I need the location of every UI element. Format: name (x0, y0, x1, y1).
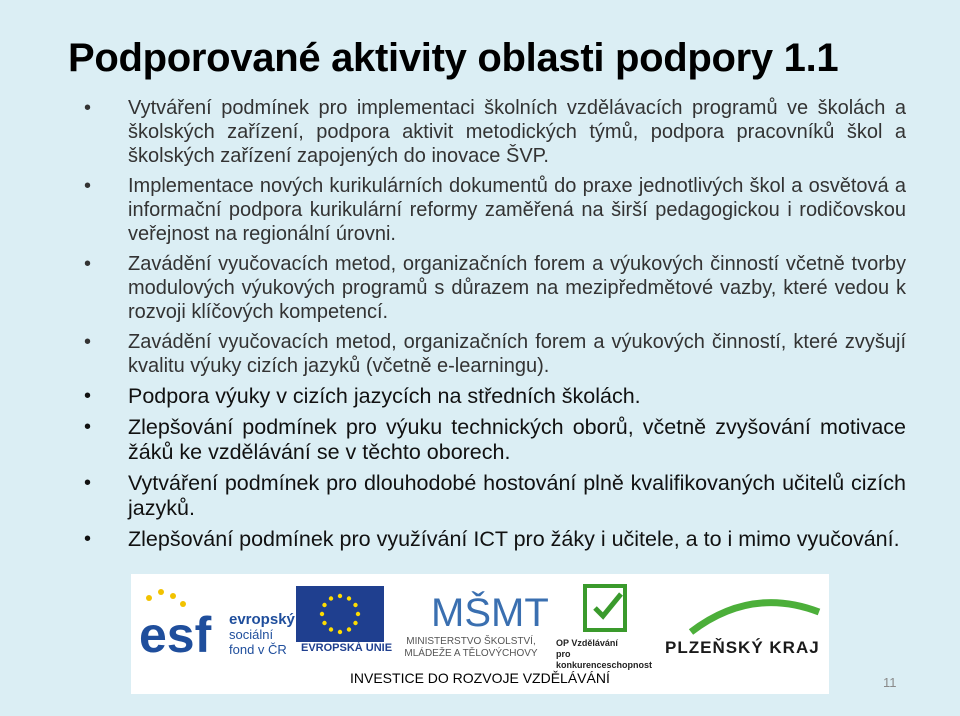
bullet-text: Podpora výuky v cizích jazycích na středních školách. (128, 384, 641, 408)
bullet-item (84, 330, 906, 378)
tagline: INVESTICE DO ROZVOJE VZDĚLÁVÁNÍ (350, 670, 610, 686)
plzen-logo (691, 594, 821, 634)
bullet-item (84, 471, 906, 521)
bullet-icon: • (84, 472, 92, 494)
esf-mark: esf (139, 607, 212, 663)
esf-line1: evropský (229, 611, 295, 628)
bullet-text: Zlepšování podmínek pro využívání ICT pro žáky i učitele, a to i mimo vyučování. (128, 527, 900, 551)
eu-flag (296, 586, 384, 642)
msmt-logo (431, 580, 549, 635)
bullet-icon: • (84, 253, 92, 275)
plzen-logo-icon (691, 594, 821, 634)
bullet-item (84, 415, 906, 465)
bullet-text: Zlepšování podmínek pro výuku technických oborů, včetně zvyšování motivace žáků ke vzdělávání se v těchto oborech. (128, 415, 906, 464)
bullet-icon: • (84, 97, 92, 119)
bullet-icon: • (84, 416, 92, 438)
bullet-item (84, 527, 906, 552)
msmt-line2: MLÁDEŽE A TĚLOVÝCHOVY (404, 648, 538, 659)
bullet-list (84, 96, 906, 558)
op-line1: OP Vzdělávání (556, 638, 618, 648)
bullet-item (84, 96, 906, 168)
bullet-item (84, 174, 906, 246)
bullet-text: Vytváření podmínek pro implementaci školních vzdělávacích programů ve školách a školských zařízení, podpora aktivit metodických týmů, podpora pracovníků škol a školských zařízení zapojených do inovace ŠVP. (128, 97, 906, 167)
bullet-text: Zavádění vyučovacích metod, organizačních forem a výukových činností, které zvyšují kvalitu výuky cizích jazyků (včetně e-learningu). (128, 331, 906, 377)
bullet-item (84, 384, 906, 409)
bullet-icon: • (84, 528, 92, 550)
esf-line3: fond v ČR (229, 642, 287, 657)
bullet-item (84, 252, 906, 324)
op-caption (556, 638, 666, 671)
bullet-icon: • (84, 385, 92, 407)
eu-label: EVROPSKÁ UNIE (301, 642, 393, 654)
plzen-label: PLZEŇSKÝ KRAJ (665, 638, 820, 657)
bullet-icon: • (84, 175, 92, 197)
msmt-caption (396, 636, 546, 660)
op-line2: pro konkurenceschopnost (556, 649, 653, 670)
bullet-icon: • (84, 331, 92, 353)
bullet-text: Zavádění vyučovacích metod, organizačních forem a výukových činností včetně tvorby modulových výukových programů s důrazem na mezipředmětové vazby, které vedou k rozvoji klíčových kompetencí. (128, 253, 906, 323)
bullet-text: Vytváření podmínek pro dlouhodobé hostování plně kvalifikovaných učitelů cizích jazyků. (128, 471, 906, 520)
op-logo (577, 582, 637, 634)
esf-caption (229, 612, 295, 657)
page-number: 11 (883, 675, 897, 690)
eu-flag-icon (296, 586, 384, 642)
bullet-text: Implementace nových kurikulárních dokumentů do praxe jednotlivých škol a osvětová a informační podpora kurikulární reformy zaměřená na širší pedagogickou i rodičovskou veřejnost na regionální úrovni. (128, 175, 906, 245)
msmt-mark: MŠMT (431, 591, 549, 635)
msmt-logo-icon (431, 580, 549, 635)
logo-bar (131, 574, 897, 694)
slide-title: Podporované aktivity oblasti podpory 1.1 (68, 36, 839, 80)
op-logo-icon (577, 582, 637, 634)
msmt-line1: MINISTERSTVO ŠKOLSTVÍ, (406, 636, 536, 647)
esf-line2: sociální (229, 627, 274, 642)
